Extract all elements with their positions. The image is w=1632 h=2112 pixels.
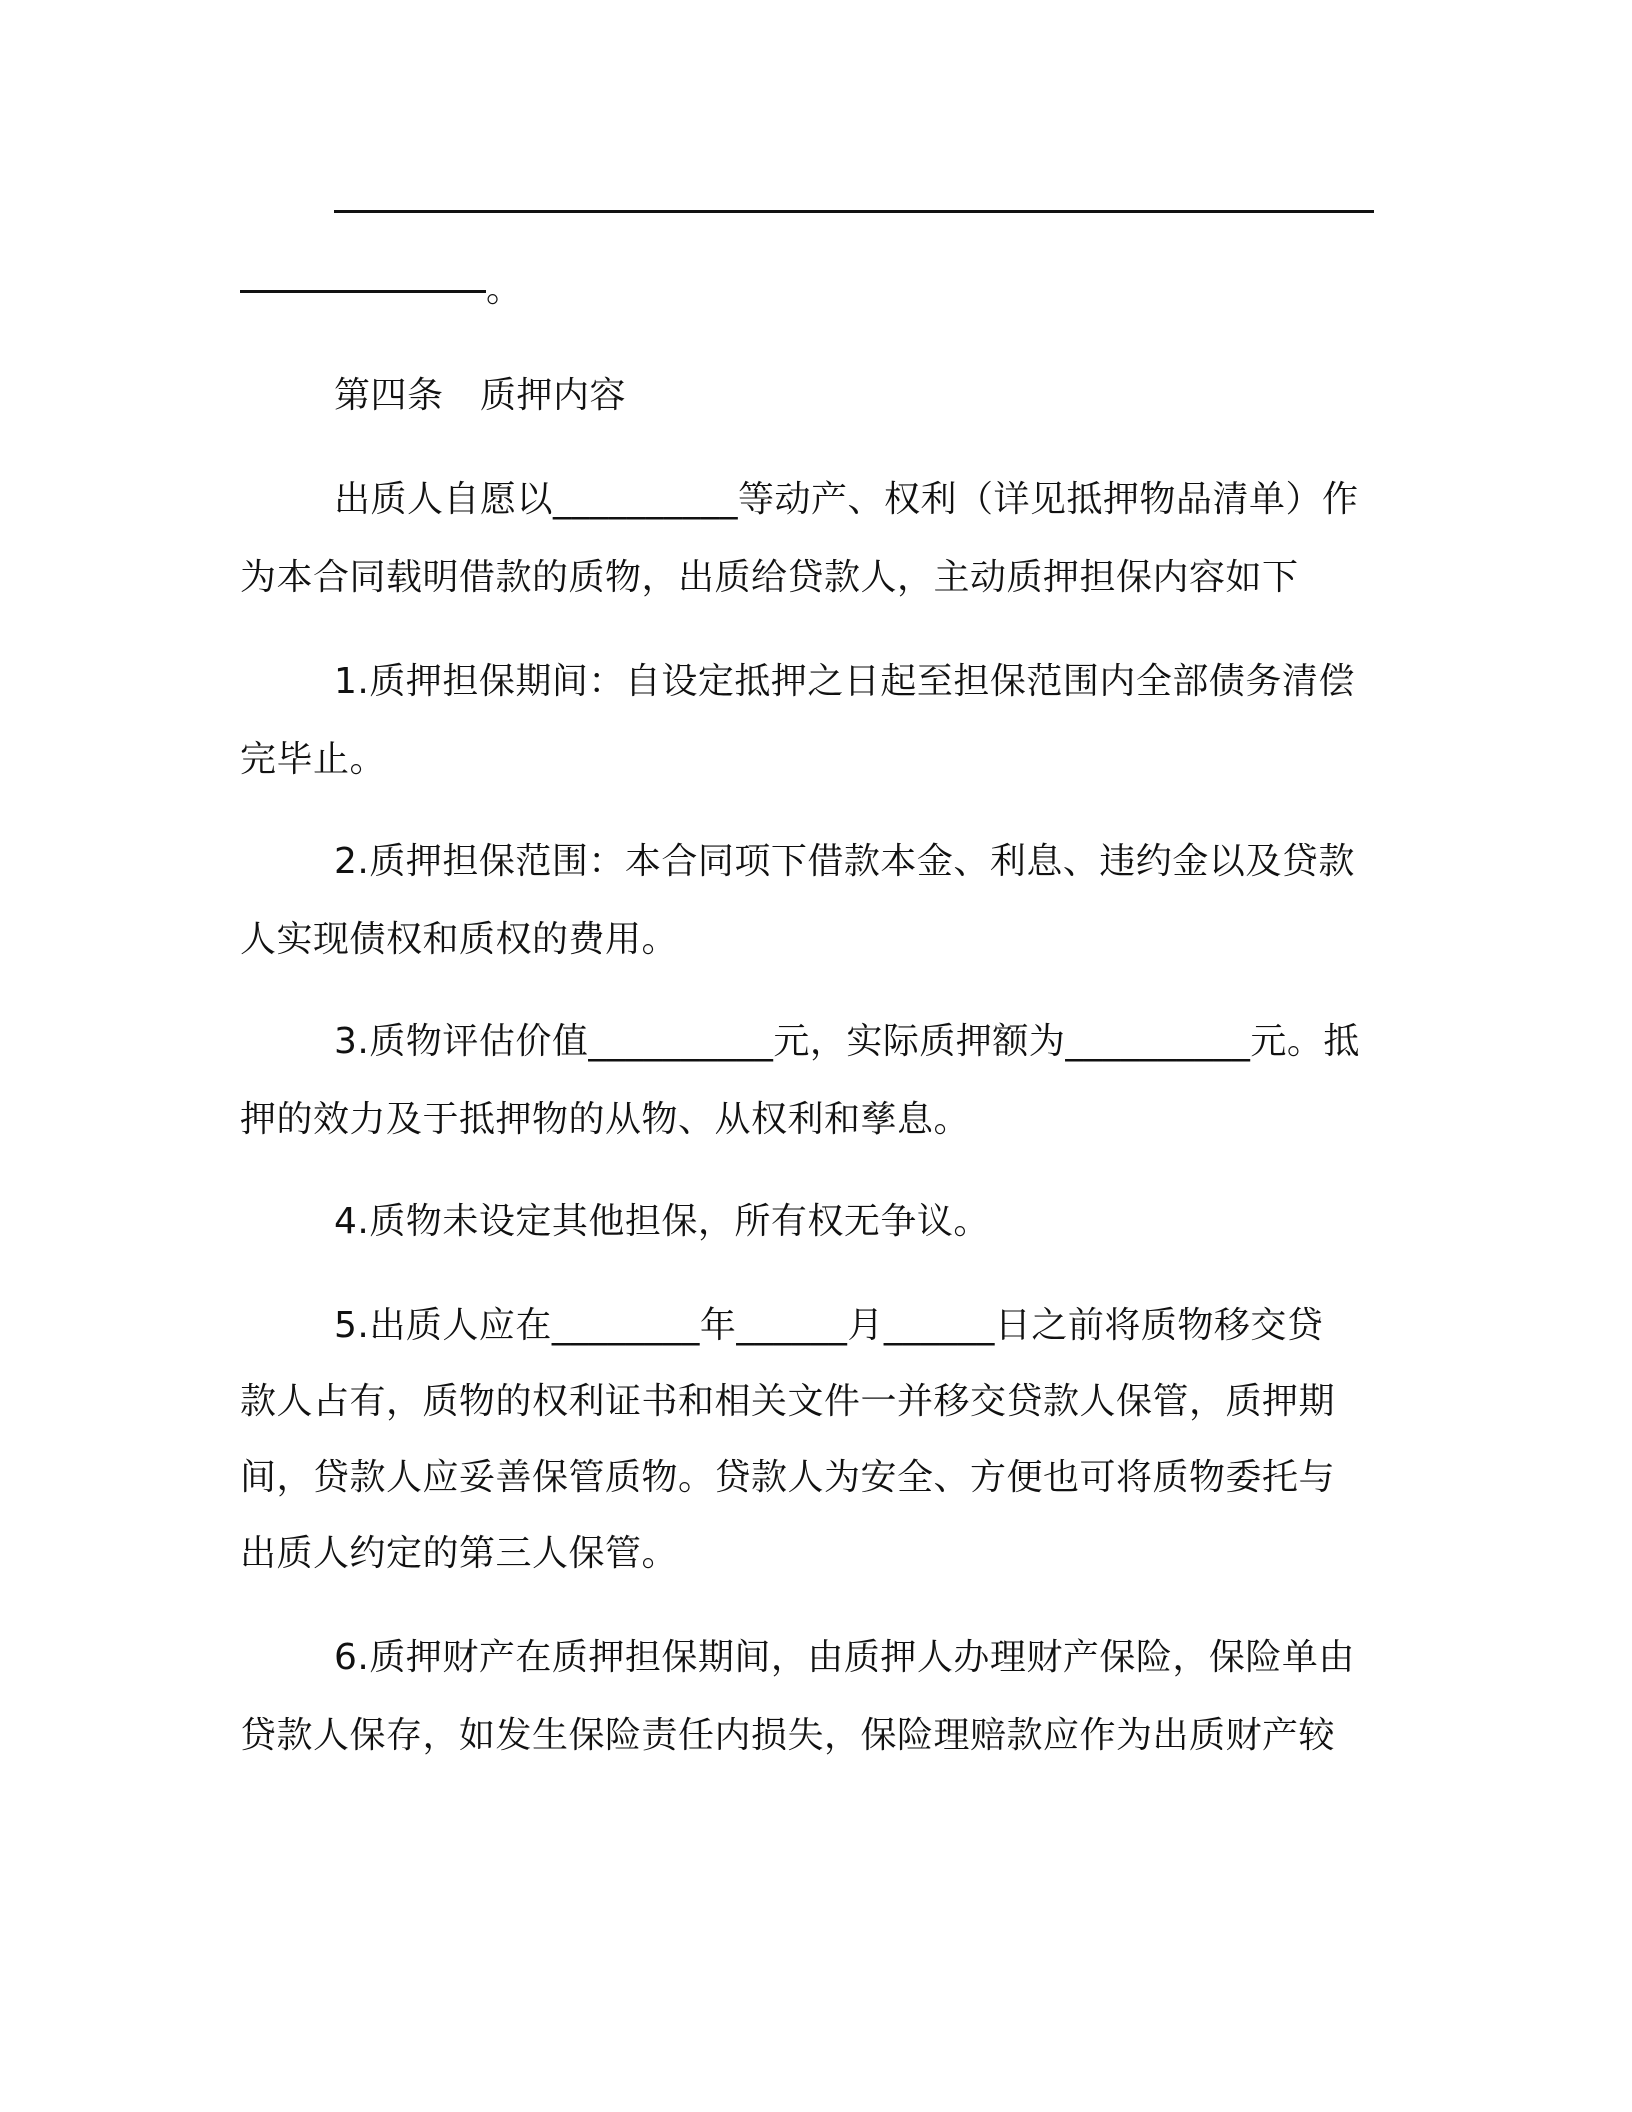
clause-5-line-1: 5.出质人应在________年______月______日之前将质物移交贷 <box>334 1305 1324 1346</box>
fill-in-blank-line-end <box>240 290 486 293</box>
fill-in-blank-line <box>334 210 1374 213</box>
clause-4-line-1: 4.质物未设定其他担保，所有权无争议。 <box>334 1201 990 1242</box>
clause-6-line-1: 6.质押财产在质押担保期间，由质押人办理财产保险，保险单由 <box>334 1637 1355 1678</box>
paragraph-intro-line-2: 为本合同载明借款的质物，出质给贷款人，主动质押担保内容如下 <box>240 557 1299 598</box>
clause-1-line-1: 1.质押担保期间：自设定抵押之日起至担保范围内全部债务清偿 <box>334 661 1355 702</box>
clause-6-line-2: 贷款人保存，如发生保险责任内损失，保险理赔款应作为出质财产较 <box>240 1715 1336 1756</box>
clause-5-line-4: 出质人约定的第三人保管。 <box>240 1533 679 1574</box>
clause-2-line-1: 2.质押担保范围：本合同项下借款本金、利息、违约金以及贷款 <box>334 841 1355 882</box>
clause-5-line-3: 间，贷款人应妥善保管质物。贷款人为安全、方便也可将质物委托与 <box>240 1457 1336 1498</box>
blank-end-period: 。 <box>486 269 523 310</box>
article-heading: 第四条 质押内容 <box>334 375 627 416</box>
clause-2-line-2: 人实现债权和质权的费用。 <box>240 919 679 960</box>
clause-1-line-2: 完毕止。 <box>240 739 387 780</box>
clause-3-line-1: 3.质物评估价值__________元，实际质押额为__________元。抵 <box>334 1021 1360 1062</box>
clause-5-line-2: 款人占有，质物的权利证书和相关文件一并移交贷款人保管，质押期 <box>240 1381 1336 1422</box>
paragraph-intro-line-1: 出质人自愿以__________等动产、权利（详见抵押物品清单）作 <box>334 479 1359 520</box>
clause-3-line-2: 押的效力及于抵押物的从物、从权利和孳息。 <box>240 1099 971 1140</box>
